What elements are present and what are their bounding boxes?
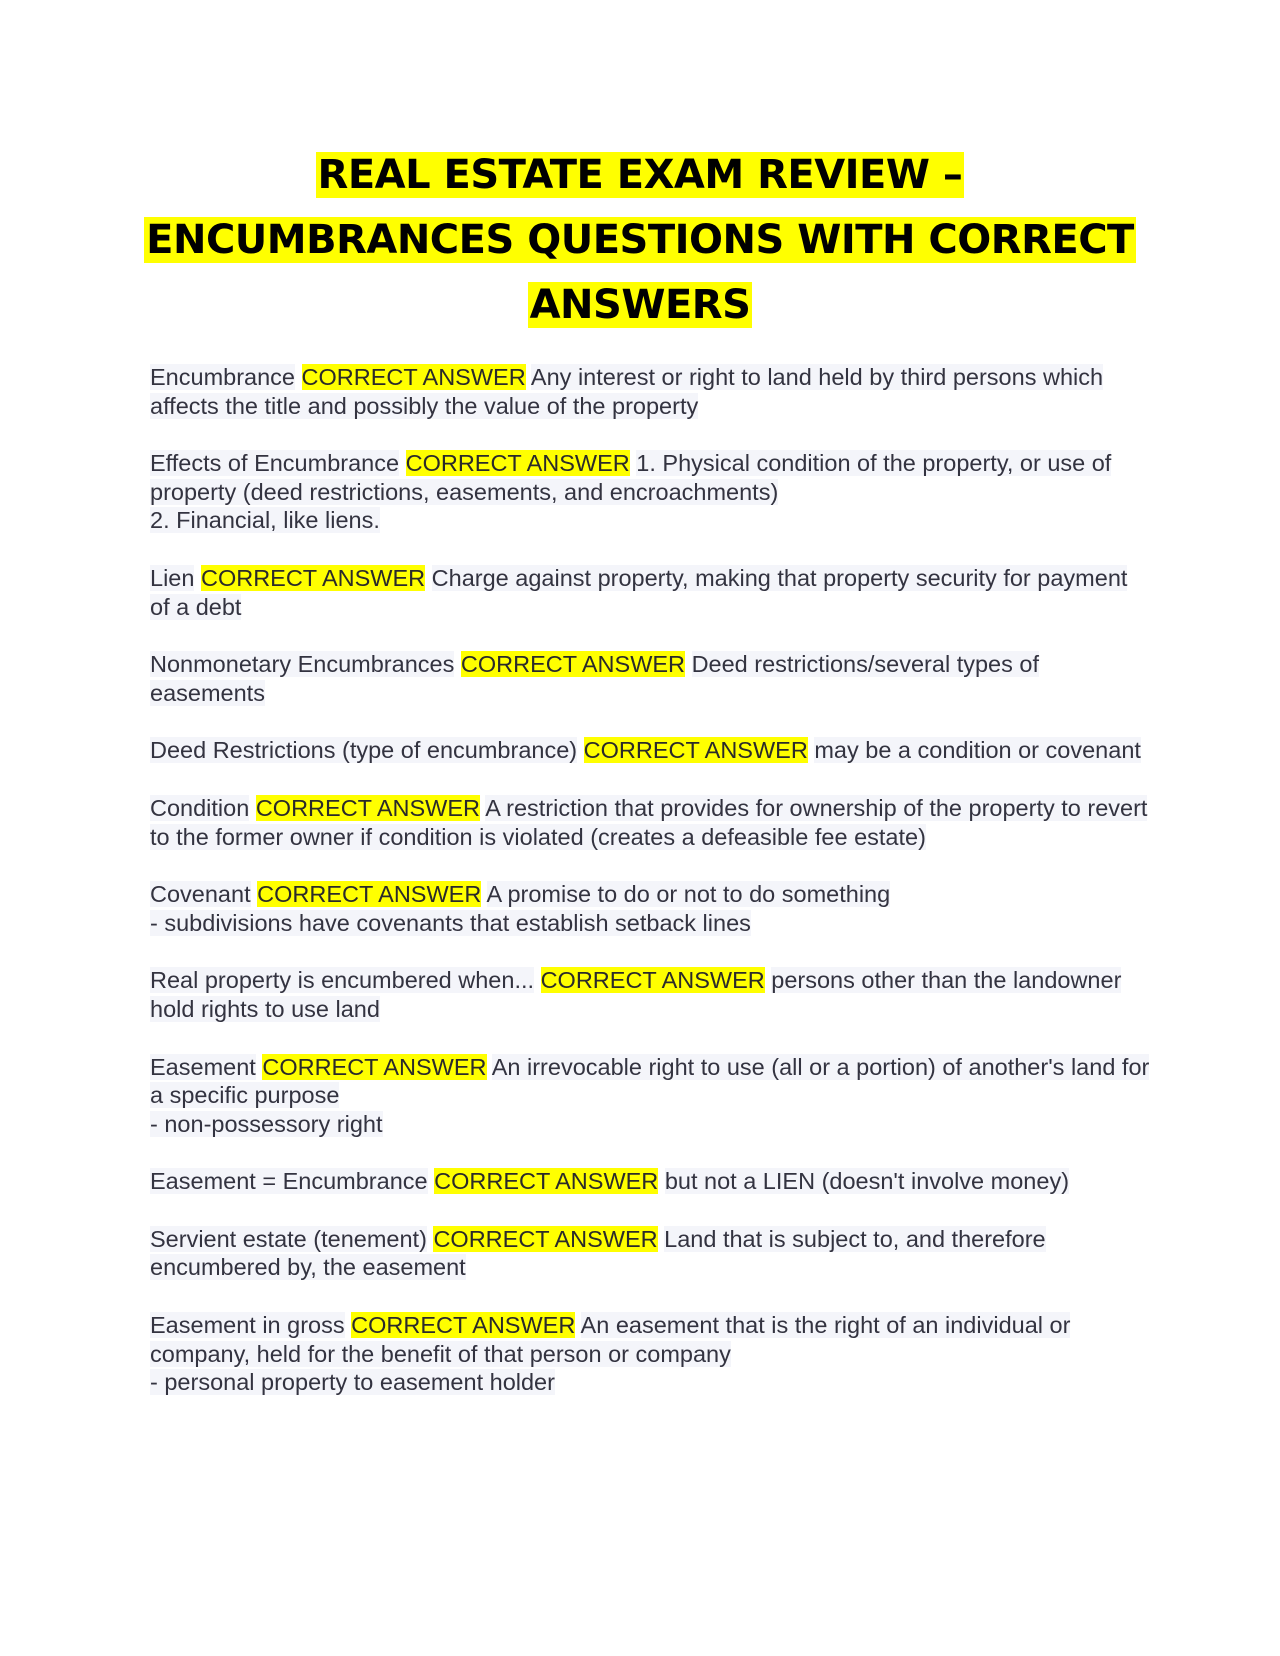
- entry-definition: A promise to do or not to do something: [486, 881, 891, 908]
- correct-answer-label: CORRECT ANSWER: [540, 967, 765, 994]
- flashcard-entry: [150, 564, 1150, 621]
- entry-term: Deed Restrictions (type of encumbrance): [150, 737, 578, 764]
- flashcard-entry: [150, 794, 1150, 851]
- entry-extra-line: [150, 1368, 1150, 1397]
- flashcard-entry: [150, 1311, 1150, 1397]
- entry-definition: persons other than the landowner hold rights to use land: [150, 967, 1122, 1022]
- entry-term: Easement = Encumbrance: [150, 1168, 428, 1195]
- entry-term: Condition: [150, 794, 250, 821]
- correct-answer-label: CORRECT ANSWER: [460, 651, 686, 678]
- correct-answer-label: CORRECT ANSWER: [433, 1225, 658, 1252]
- correct-answer-label: CORRECT ANSWER: [351, 1312, 576, 1339]
- correct-answer-label: CORRECT ANSWER: [434, 1168, 659, 1195]
- flashcard-list: [150, 363, 1150, 1426]
- title-line-3: ANSWERS: [529, 282, 751, 328]
- entry-definition: but not a LIEN (doesn't involve money): [664, 1168, 1070, 1195]
- entry-definition: An irrevocable right to use (all or a portion) of another's land for a specific purpose: [150, 1053, 1150, 1109]
- correct-answer-label: CORRECT ANSWER: [301, 364, 526, 390]
- entry-term: Encumbrance: [150, 364, 295, 390]
- entry-definition: Land that is subject to, and therefore encumbered by, the easement: [150, 1225, 1046, 1281]
- entry-definition: may be a condition or covenant: [814, 737, 1141, 764]
- entry-definition: 1. Physical condition of the property, or use of property (deed restrictions, easements, and encroachments): [150, 450, 1112, 505]
- title-line-1: REAL ESTATE EXAM REVIEW –: [317, 152, 963, 198]
- entry-extra-text: 2. Financial, like liens.: [150, 507, 380, 534]
- entry-definition: Deed restrictions/several types of easements: [150, 651, 1039, 706]
- entry-definition: An easement that is the right of an individual or company, held for the benefit of that person or company: [150, 1312, 1071, 1367]
- flashcard-entry: [150, 1053, 1150, 1139]
- entry-definition: Any interest or right to land held by third persons which affects the title and possibly the value of the property: [150, 364, 1104, 419]
- flashcard-entry: [150, 1167, 1150, 1196]
- entry-term: Easement in gross: [150, 1312, 345, 1339]
- entry-extra-line: [150, 506, 1150, 535]
- entry-definition: A restriction that provides for ownership of the property to revert to the former owner if condition is violated (creates a defeasible fee estate): [150, 794, 1148, 850]
- title-line-2: ENCUMBRANCES QUESTIONS WITH CORRECT: [146, 217, 1134, 263]
- correct-answer-label: CORRECT ANSWER: [200, 564, 426, 591]
- entry-term: Real property is encumbered when...: [150, 967, 535, 994]
- entry-term: Nonmonetary Encumbrances: [150, 651, 455, 678]
- entry-term: Effects of Encumbrance: [150, 450, 400, 477]
- correct-answer-label: CORRECT ANSWER: [583, 737, 808, 764]
- entry-term: Easement: [150, 1053, 256, 1080]
- flashcard-entry: [150, 966, 1150, 1023]
- entry-term: Covenant: [150, 881, 251, 908]
- flashcard-entry: [150, 1225, 1150, 1282]
- correct-answer-label: CORRECT ANSWER: [405, 450, 630, 477]
- correct-answer-label: CORRECT ANSWER: [262, 1053, 487, 1080]
- entry-extra-line: [150, 909, 1150, 938]
- entry-extra-line: [150, 1110, 1150, 1139]
- flashcard-entry: [150, 363, 1150, 420]
- entry-extra-text: - non-possessory right: [150, 1110, 383, 1137]
- flashcard-entry: [150, 880, 1150, 937]
- document-title: [0, 143, 1280, 338]
- entry-extra-text: - personal property to easement holder: [150, 1369, 555, 1396]
- entry-term: Lien: [150, 564, 195, 591]
- flashcard-entry: [150, 650, 1150, 707]
- entry-term: Servient estate (tenement): [150, 1225, 427, 1252]
- flashcard-entry: [150, 736, 1150, 765]
- entry-extra-text: - subdivisions have covenants that establish setback lines: [150, 909, 751, 936]
- correct-answer-label: CORRECT ANSWER: [255, 794, 480, 821]
- correct-answer-label: CORRECT ANSWER: [257, 881, 482, 908]
- entry-definition: Charge against property, making that property security for payment of a debt: [150, 564, 1128, 620]
- flashcard-entry: [150, 449, 1150, 535]
